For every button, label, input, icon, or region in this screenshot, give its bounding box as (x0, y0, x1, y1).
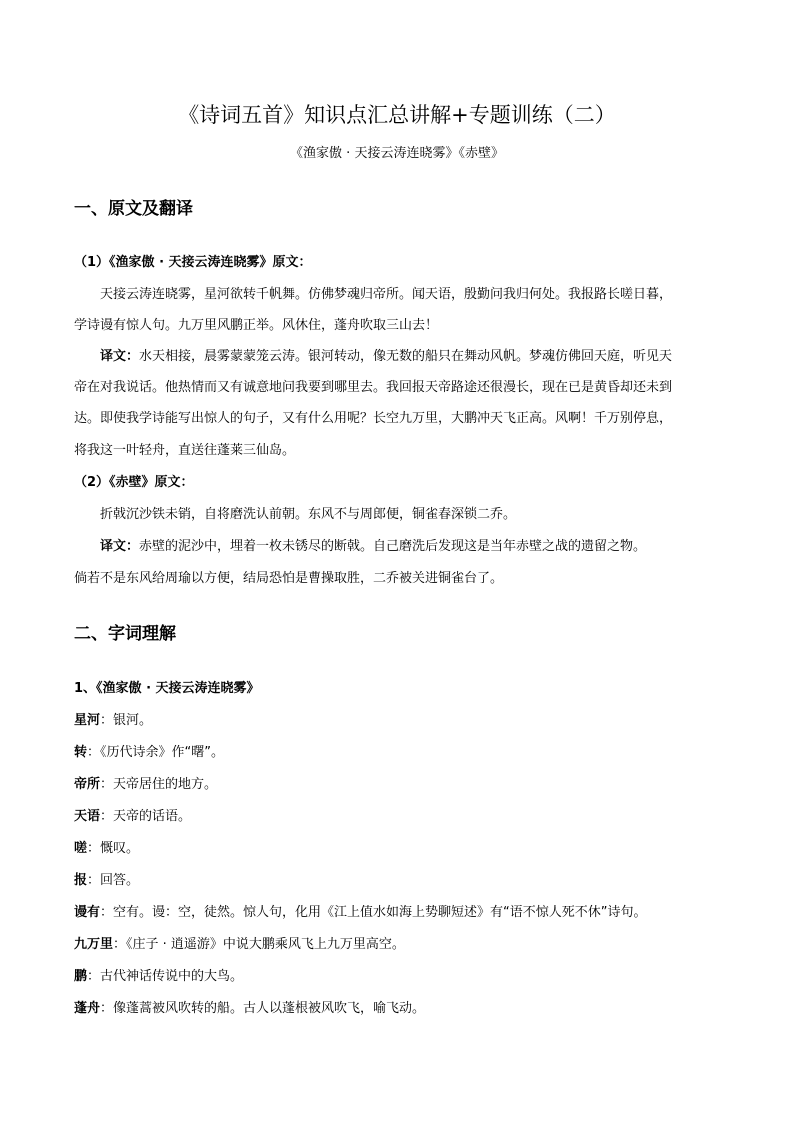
term-item: 帝所：天帝居住的地方。 (74, 777, 218, 792)
term-item: 鹏：古代神话传说中的大鸟。 (74, 969, 244, 984)
term-item: 报：回答。 (74, 873, 140, 888)
poem1-translation-line: 译文：水天相接，晨雾蒙蒙笼云涛。银河转动，像无数的船只在舞动风帆。梦魂仿佛回天庭，听见天 (100, 349, 673, 364)
page-subtitle: 《渔家傲 · 天接云涛连晓雾》《赤壁》 (290, 146, 504, 161)
term-item: 嗟：慨叹。 (74, 841, 140, 856)
section-heading-vocabulary: 二、字词理解 (74, 624, 176, 644)
poem2-heading: （2）《赤壁》原文： (74, 475, 194, 490)
translation-label: 译文： (100, 349, 140, 364)
term-item: 谩有：空有。谩：空，徒然。惊人句，化用《江上值水如海上势聊短述》有“语不惊人死不休”诗句。 (74, 905, 647, 920)
vocabulary-subheading: 1、《渔家傲 · 天接云涛连晓雾》 (74, 681, 260, 696)
poem1-original-line: 天接云涛连晓雾，星河欲转千帆舞。仿佛梦魂归帝所。闻天语，殷勤问我归何处。我报路长嗟日暮， (100, 287, 673, 302)
poem2-original: 折戟沉沙铁未销，自将磨洗认前朝。东风不与周郎便，铜雀春深锁二乔。 (100, 507, 517, 522)
term-item: 星河：银河。 (74, 713, 153, 728)
term-item: 蓬舟：像蓬蒿被风吹转的船。古人以蓬根被风吹飞，喻飞动。 (74, 1001, 426, 1016)
poem1-translation-line: 帝在对我说话。他热情而又有诚意地问我要到哪里去。我回报天帝路途还很漫长，现在已是黄昏却还未到 (74, 380, 673, 395)
poem2-translation-line: 译文：赤壁的泥沙中，埋着一枚未锈尽的断戟。自己磨洗后发现这是当年赤壁之战的遗留之物。 (100, 539, 647, 554)
poem2-translation-line: 倘若不是东风给周瑜以方便，结局恐怕是曹操取胜，二乔被关进铜雀台了。 (74, 571, 504, 586)
section-heading-translation: 一、原文及翻译 (74, 199, 193, 219)
poem1-heading: （1）《渔家傲 · 天接云涛连晓雾》原文： (74, 255, 312, 270)
page-title: 《诗词五首》知识点汇总讲解+专题训练（二） (178, 103, 616, 127)
term-item: 九万里：《庄子 · 逍遥游》中说大鹏乘风飞上九万里高空。 (74, 937, 405, 952)
poem1-translation-line: 达。即使我学诗能写出惊人的句子，又有什么用呢？长空九万里，大鹏冲天飞正高。风啊！千万别停息， (74, 411, 673, 426)
term-item: 转：《历代诗余》作“曙”。 (74, 745, 224, 760)
poem1-original-line: 学诗谩有惊人句。九万里风鹏正举。风休住，蓬舟吹取三山去！ (74, 318, 439, 333)
term-item: 天语：天帝的话语。 (74, 809, 192, 824)
translation-label: 译文： (100, 539, 140, 554)
poem1-translation-line: 将我这一叶轻舟，直送往蓬莱三仙岛。 (74, 443, 296, 458)
